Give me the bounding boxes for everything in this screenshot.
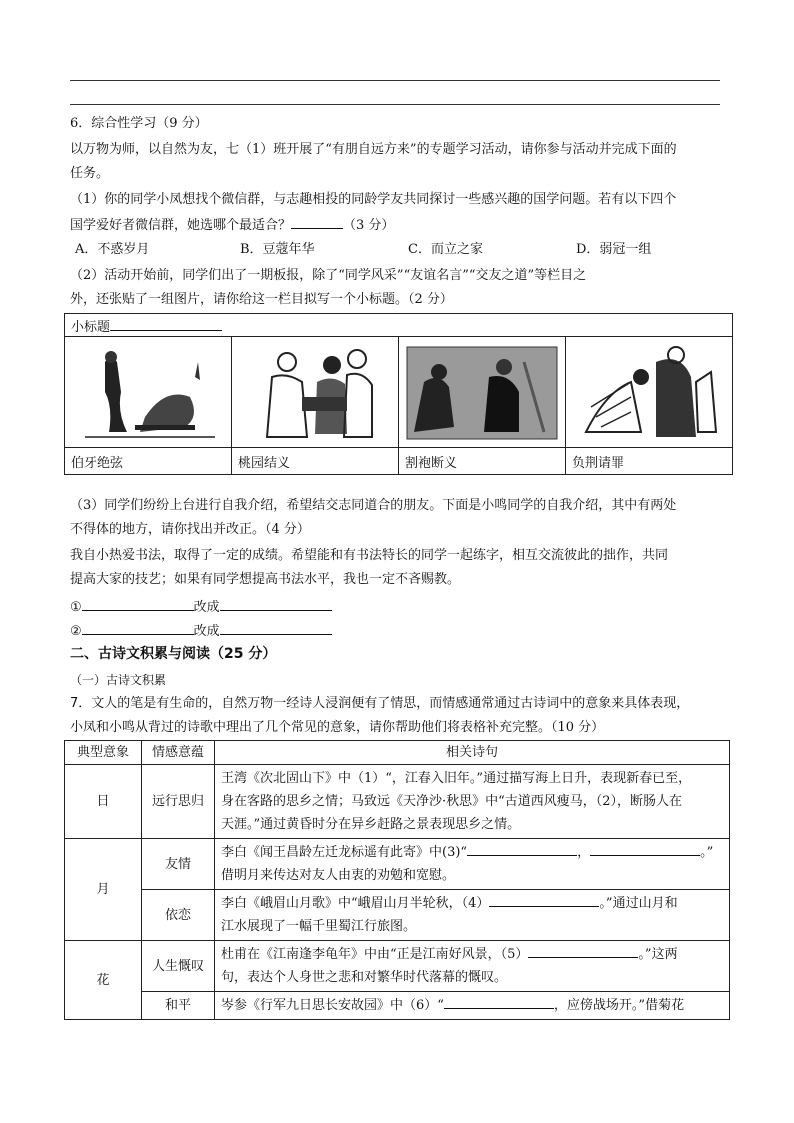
correction-marker: ② — [70, 624, 82, 639]
q6-part3-line2: 不得体的地方，请你找出并改正。（4 分） — [70, 522, 310, 537]
emotion-attachment: 依恋 — [142, 890, 215, 941]
verse-text: ，应傍战场开。”借菊花 — [553, 998, 685, 1013]
picture-taoyuanjieyi — [232, 337, 399, 448]
ink-illustration-icon — [566, 337, 732, 447]
ink-illustration-icon — [399, 337, 565, 447]
picture-boyajuexian — [65, 337, 232, 448]
q6-part3-text1: 我自小热爱书法，取得了一定的成绩。希望能和有书法特长的同学一起练字，相互交流彼此的拙作，共同 — [70, 548, 669, 563]
header-verses: 相关诗句 — [215, 741, 730, 765]
q7-line1 — [70, 696, 689, 712]
picture-gepaoduanyi — [399, 337, 566, 448]
corrected-blank[interactable] — [220, 622, 332, 635]
q6-part2-line2: 外，还张贴了一组图片，请你给这一栏目拟写一个小标题。（2 分） — [70, 292, 453, 307]
picture-table — [64, 313, 733, 475]
q6-part1-score: （3 分） — [343, 218, 395, 233]
verses-attachment — [215, 890, 730, 941]
verse-text: 岑参《行军九日思长安故园》中（6）“ — [221, 998, 444, 1013]
subtitle-label: 小标题 — [71, 319, 111, 335]
option-b: B．豆蔻年华 — [240, 242, 315, 257]
imagery-moon: 月 — [65, 839, 142, 941]
header-emotion: 情感意蕴 — [142, 741, 215, 765]
q6-title: 6．综合性学习（9 分） — [70, 116, 208, 131]
answer-blank-4[interactable] — [489, 894, 599, 907]
verse-text: 李白《闻王昌龄左迁龙标遥有此寄》中(3)“ — [221, 845, 468, 860]
emotion-friendship: 友情 — [142, 839, 215, 890]
verse-line: 借明月来传达对友人由衷的劝勉和宽慰。 — [221, 868, 456, 883]
correction-row-2 — [70, 622, 332, 640]
emotion-peace: 和平 — [142, 992, 215, 1020]
answer-blank-5[interactable] — [528, 945, 638, 958]
change-label: 改成 — [193, 600, 220, 615]
answer-blank-6[interactable] — [444, 996, 554, 1009]
q7-line2: 小凤和小鸣从背过的诗歌中理出了几个常见的意象，请你帮助他们将表格补充完整。（10 分） — [70, 720, 605, 735]
change-label: 改成 — [193, 624, 220, 639]
verse-text: 。” — [700, 845, 714, 860]
caption-4: 负荆请罪 — [566, 448, 733, 475]
answer-line — [70, 104, 720, 105]
caption-3: 割袍断义 — [399, 448, 566, 475]
verse-line — [221, 892, 723, 915]
emotion-life-sigh: 人生慨叹 — [142, 941, 215, 992]
verse-line: 身在客路的思乡之情；马致远《天净沙·秋思》中“古道西风瘦马，（2），断肠人在 — [221, 794, 683, 809]
corrected-blank[interactable] — [220, 598, 332, 611]
verses-sun — [215, 765, 730, 839]
verse-line — [221, 943, 723, 966]
subtitle-row — [65, 314, 733, 337]
q6-intro-line2: 任务。 — [70, 166, 110, 181]
verse-text: 李白《峨眉山月歌》中“峨眉山月半轮秋，（4） — [221, 896, 490, 911]
verses-life-sigh — [215, 941, 730, 992]
verse-text: 。”这两 — [638, 947, 678, 962]
answer-line — [70, 80, 720, 81]
answer-blank-3b[interactable] — [590, 843, 700, 856]
correction-row-1 — [70, 598, 332, 616]
imagery-flower: 花 — [65, 941, 142, 1020]
option-d: D．弱冠一组 — [576, 242, 652, 257]
caption-2: 桃园结义 — [232, 448, 399, 475]
correction-marker: ① — [70, 600, 82, 615]
option-a: A．不惑岁月 — [75, 242, 150, 257]
ink-illustration-icon — [232, 337, 398, 447]
q6-part3-text2: 提高大家的技艺；如果有同学想提高书法水平，我也一定不吝赐教。 — [70, 572, 461, 587]
verse-line: 句，表达个人身世之悲和对繁华时代落幕的慨叹。 — [221, 970, 508, 985]
verse-line: 江水展现了一幅千里蜀江行旅图。 — [221, 919, 417, 934]
original-blank[interactable] — [82, 598, 194, 611]
verses-friendship — [215, 839, 730, 890]
subtitle-blank[interactable] — [110, 318, 222, 331]
q6-part1-question: 国学爱好者微信群，她选哪个最适合？ — [70, 218, 292, 233]
verse-text: ， — [577, 845, 591, 860]
option-c: C．而立之家 — [408, 242, 483, 257]
answer-blank-3a[interactable] — [467, 843, 577, 856]
verse-line — [221, 994, 723, 1017]
original-blank[interactable] — [82, 622, 194, 635]
imagery-table — [64, 740, 730, 1020]
emotion-homesick: 远行思归 — [142, 765, 215, 839]
verses-peace — [215, 992, 730, 1020]
verse-line — [221, 841, 723, 864]
answer-blank[interactable] — [291, 216, 343, 229]
q6-part1-line2 — [70, 216, 394, 234]
q7-stem: 7．文人的笔是有生命的，自然万物一经诗人浸润便有了情思，而情感通常通过古诗词中的意象来具体表现， — [70, 696, 690, 711]
verse-text: 。”通过山月和 — [599, 896, 678, 911]
section2-title: 二、古诗文积累与阅读（25 分） — [70, 646, 277, 662]
q6-intro-line1: 以万物为师，以自然为友，七（1）班开展了“有朋自远方来”的专题学习活动，请你参与活动并完成下面的 — [70, 142, 677, 157]
q6-part1-line1: （1）你的同学小凤想找个微信群，与志趣相投的同龄学友共同探讨一些感兴趣的国学问题。若有以下四个 — [70, 192, 677, 207]
verse-line: 王湾《次北固山下》中（1）“，江春入旧年。”通过描写海上日升，表现新春已至， — [221, 771, 692, 786]
imagery-sun: 日 — [65, 765, 142, 839]
picture-fujingqingzui — [566, 337, 733, 448]
caption-1: 伯牙绝弦 — [65, 448, 232, 475]
q6-part3-line1: （3）同学们纷纷上台进行自我介绍，希望结交志同道合的朋友。下面是小鸣同学的自我介绍，其中有两处 — [70, 498, 677, 513]
verse-line: 天涯。”通过黄昏时分在异乡赶路之景表现思乡之情。 — [221, 817, 521, 832]
q6-part2-line1: （2）活动开始前，同学们出了一期板报，除了“同学风采”“友谊名言”“交友之道”等栏目之 — [70, 268, 587, 283]
ink-illustration-icon — [65, 337, 231, 447]
section2-subtitle: （一）古诗文积累 — [70, 673, 167, 687]
header-imagery: 典型意象 — [65, 741, 142, 765]
verse-text: 杜甫在《江南逢李龟年》中由“正是江南好风景，（5） — [221, 947, 529, 962]
